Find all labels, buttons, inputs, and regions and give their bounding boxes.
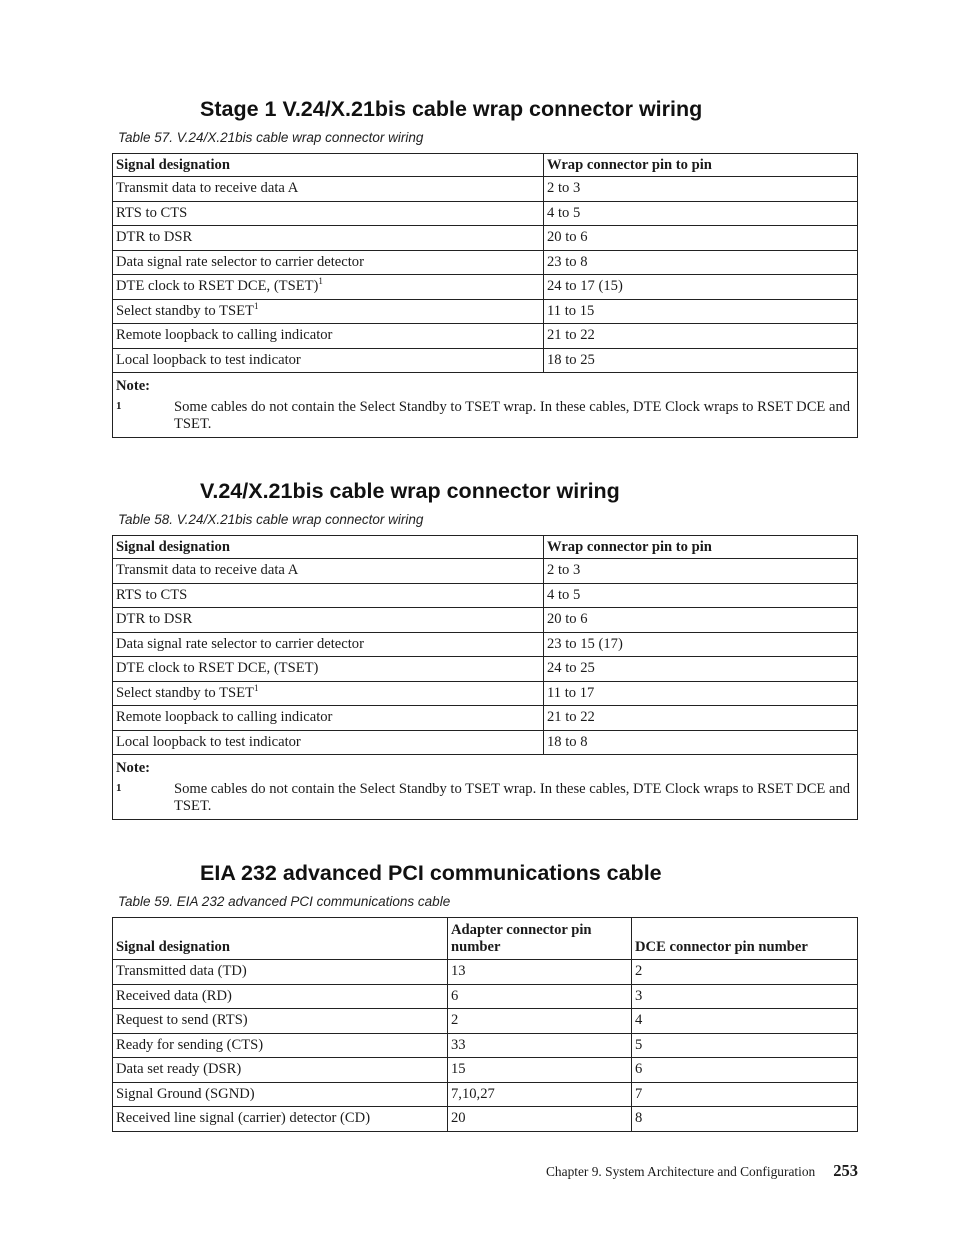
table-row <box>113 177 858 202</box>
table-row <box>113 1009 858 1034</box>
cell-text: DTE clock to RSET DCE, (TSET) <box>116 278 319 295</box>
table-cell: 5 <box>632 1033 858 1058</box>
note-cell <box>113 755 858 820</box>
table-cell: Ready for sending (CTS) <box>113 1033 448 1058</box>
table-row <box>113 226 858 251</box>
section-heading: V.24/X.21bis cable wrap connector wiring <box>200 479 620 503</box>
table-cell: 20 to 6 <box>544 608 858 633</box>
section-heading: EIA 232 advanced PCI communications cable <box>200 861 662 885</box>
table-caption: Table 59. EIA 232 advanced PCI communications cable <box>118 894 451 909</box>
table-cell: 8 <box>632 1107 858 1132</box>
table-caption: Table 57. V.24/X.21bis cable wrap connector wiring <box>118 130 424 145</box>
cable-table-59 <box>112 917 858 1132</box>
table-cell: Data signal rate selector to carrier detector <box>113 632 544 657</box>
table-cell: 20 to 6 <box>544 226 858 251</box>
note-number: 1 <box>116 782 122 794</box>
table-cell: 2 <box>448 1009 632 1034</box>
table-cell: 13 <box>448 960 632 985</box>
table-row <box>113 1058 858 1083</box>
table-row <box>113 608 858 633</box>
note-text: Some cables do not contain the Select Standby to TSET wrap. In these cables, DTE Clock wraps to RSET DCE and TSET. <box>174 781 851 814</box>
table-cell: 24 to 25 <box>544 657 858 682</box>
table-cell: 4 to 5 <box>544 583 858 608</box>
table-cell: 20 <box>448 1107 632 1132</box>
table-cell: Transmitted data (TD) <box>113 960 448 985</box>
table-cell: 2 to 3 <box>544 177 858 202</box>
table-row <box>113 1082 858 1107</box>
note-title: Note: <box>116 760 151 776</box>
table-cell <box>113 299 544 324</box>
note-cell <box>113 373 858 438</box>
table-cell: Received line signal (carrier) detector (CD) <box>113 1107 448 1132</box>
section-heading: Stage 1 V.24/X.21bis cable wrap connector wiring <box>200 97 703 121</box>
table-cell: Remote loopback to calling indicator <box>113 706 544 731</box>
table-row <box>113 730 858 755</box>
table-row <box>113 681 858 706</box>
footnote-mark: 1 <box>318 276 323 287</box>
table-row <box>113 559 858 584</box>
table-cell: Transmit data to receive data A <box>113 559 544 584</box>
table-cell: RTS to CTS <box>113 201 544 226</box>
note-number: 1 <box>116 400 122 412</box>
table-cell: 21 to 22 <box>544 324 858 349</box>
table-cell: 24 to 17 (15) <box>544 275 858 300</box>
cell-text: Select standby to TSET <box>116 302 254 319</box>
table-row <box>113 324 858 349</box>
table-row <box>113 706 858 731</box>
table-cell: 7 <box>632 1082 858 1107</box>
chapter-title: Chapter 9. System Architecture and Configuration <box>546 1164 816 1179</box>
section-wrap <box>112 478 858 820</box>
table-cell: 6 <box>448 984 632 1009</box>
table-cell: Data signal rate selector to carrier detector <box>113 250 544 275</box>
table-cell: Local loopback to test indicator <box>113 348 544 373</box>
table-cell: 11 to 17 <box>544 681 858 706</box>
table-cell: 6 <box>632 1058 858 1083</box>
table-row <box>113 657 858 682</box>
page-number: 253 <box>833 1161 858 1180</box>
table-cell: 21 to 22 <box>544 706 858 731</box>
table-cell: Received data (RD) <box>113 984 448 1009</box>
table-cell: DTE clock to RSET DCE, (TSET) <box>113 657 544 682</box>
footnote-mark: 1 <box>253 300 259 311</box>
table-cell: Local loopback to test indicator <box>113 730 544 755</box>
table-cell: 15 <box>448 1058 632 1083</box>
table-header-row <box>113 536 858 559</box>
column-header: Signal designation <box>113 154 544 177</box>
table-cell: 18 to 25 <box>544 348 858 373</box>
footnote-mark: 1 <box>253 682 259 693</box>
table-cell: 33 <box>448 1033 632 1058</box>
cell-text: Select standby to TSET <box>116 684 254 701</box>
column-header: Wrap connector pin to pin <box>544 536 858 559</box>
table-cell <box>113 681 544 706</box>
table-header-row <box>113 154 858 177</box>
table-row <box>113 960 858 985</box>
table-cell: Transmit data to receive data A <box>113 177 544 202</box>
table-cell: 7,10,27 <box>448 1082 632 1107</box>
table-row <box>113 348 858 373</box>
column-header: Wrap connector pin to pin <box>544 154 858 177</box>
note-text: Some cables do not contain the Select Standby to TSET wrap. In these cables, DTE Clock wraps to RSET DCE and TSET. <box>174 399 851 432</box>
table-cell: Request to send (RTS) <box>113 1009 448 1034</box>
table-row <box>113 250 858 275</box>
table-row <box>113 275 858 300</box>
table-cell: 3 <box>632 984 858 1009</box>
table-row <box>113 984 858 1009</box>
section-stage1-wrap <box>112 96 858 438</box>
section-eia232-cable <box>112 860 858 1132</box>
table-cell: DTR to DSR <box>113 608 544 633</box>
page-footer <box>532 1161 858 1181</box>
wiring-table-58 <box>112 535 858 820</box>
table-cell: DTR to DSR <box>113 226 544 251</box>
table-row <box>113 1107 858 1132</box>
table-cell: 11 to 15 <box>544 299 858 324</box>
table-cell: 2 to 3 <box>544 559 858 584</box>
table-cell: Remote loopback to calling indicator <box>113 324 544 349</box>
note-row <box>113 755 858 820</box>
table-cell: 23 to 15 (17) <box>544 632 858 657</box>
column-header: DCE connector pin number <box>632 918 858 960</box>
table-cell: 2 <box>632 960 858 985</box>
table-row <box>113 201 858 226</box>
table-row <box>113 632 858 657</box>
table-cell: 4 to 5 <box>544 201 858 226</box>
table-row <box>113 299 858 324</box>
table-row <box>113 1033 858 1058</box>
table-cell: Signal Ground (SGND) <box>113 1082 448 1107</box>
table-cell: 4 <box>632 1009 858 1034</box>
note-title: Note: <box>116 378 151 394</box>
column-header: Signal designation <box>113 536 544 559</box>
column-header: Signal designation <box>113 918 448 960</box>
table-cell: Data set ready (DSR) <box>113 1058 448 1083</box>
table-cell: 23 to 8 <box>544 250 858 275</box>
table-caption: Table 58. V.24/X.21bis cable wrap connector wiring <box>118 512 424 527</box>
table-cell <box>113 275 544 300</box>
table-row <box>113 583 858 608</box>
wiring-table-57 <box>112 153 858 438</box>
table-cell: 18 to 8 <box>544 730 858 755</box>
column-header: Adapter connector pin number <box>448 918 632 960</box>
table-cell: RTS to CTS <box>113 583 544 608</box>
note-row <box>113 373 858 438</box>
table-header-row <box>113 918 858 960</box>
